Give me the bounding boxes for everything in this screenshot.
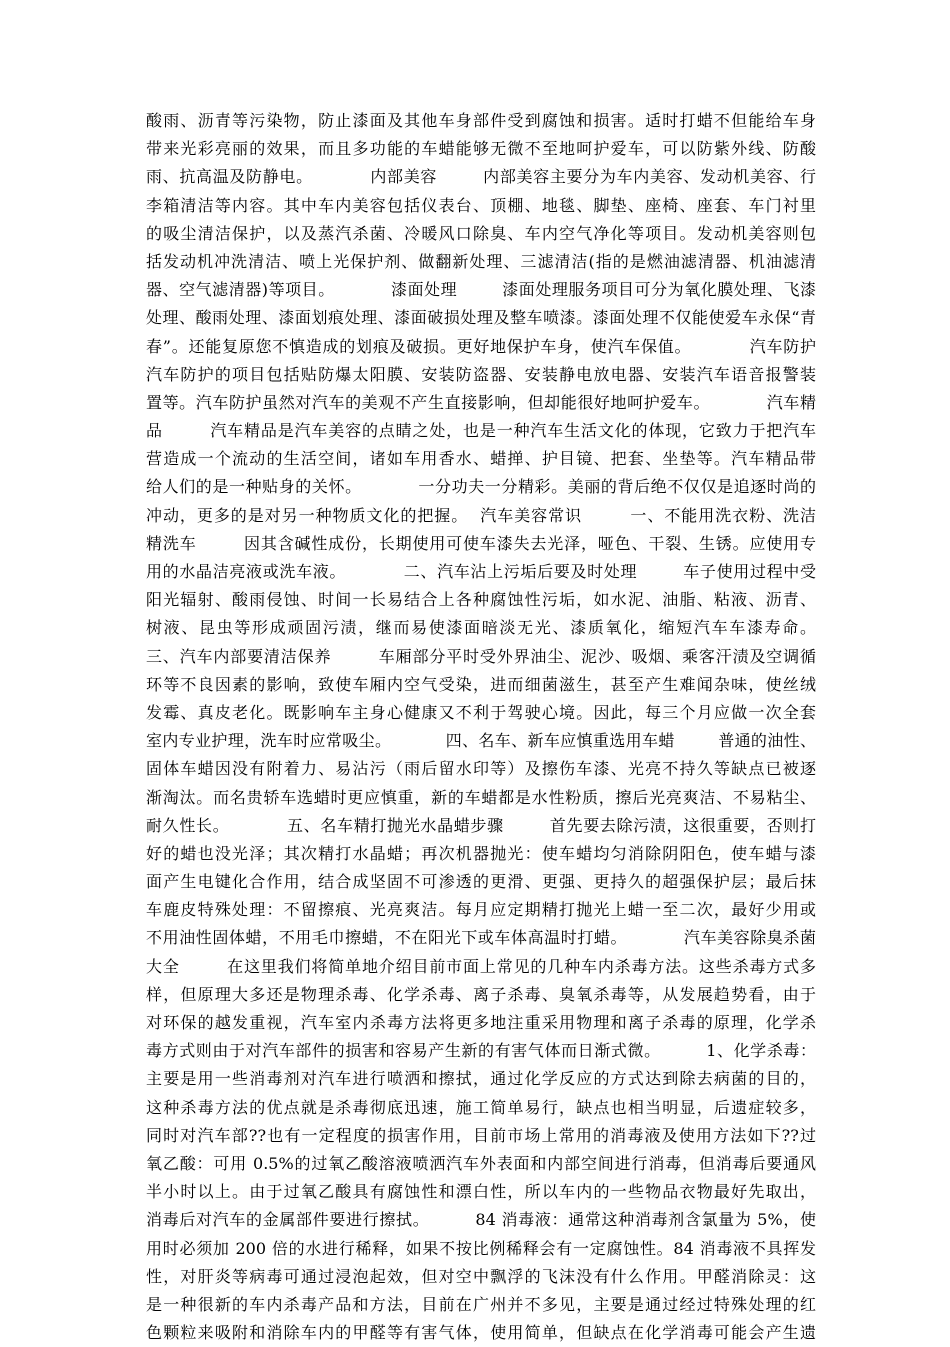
- text-line: 精洗车 因其含碱性成份，长期使用可使车漆失去光泽，哑色、干裂、生锈。应使用专: [146, 533, 816, 553]
- text-line: 不用油性固体蜡，不用毛巾擦蜡，不在阳光下或车体高温时打蜡。 汽车美容除臭杀菌: [146, 928, 816, 948]
- text-line: 冲动，更多的是对另一种物质文化的把握。 汽车美容常识 一、不能用洗衣粉、洗洁: [146, 505, 816, 525]
- text-line: 的吸尘清洁保护，以及蒸汽杀菌、冷暖风口除臭、车内空气净化等项目。发动机美容则包: [146, 223, 816, 243]
- text-line: 是一种很新的车内杀毒产品和方法，目前在广州并不多见，主要是通过经过特殊处理的红: [146, 1294, 816, 1314]
- text-line: 室内专业护理，洗车时应常吸尘。 四、名车、新车应慎重选用车蜡 普通的油性、: [146, 731, 816, 751]
- text-line: 给人们的是一种贴身的关怀。 一分功夫一分精彩。美丽的背后绝不仅仅是追逐时尚的: [146, 477, 816, 497]
- text-line: 李箱清洁等内容。其中车内美容包括仪表台、顶棚、地毯、脚垫、座椅、座套、车门衬里: [146, 195, 816, 215]
- body-text: [146, 107, 816, 1347]
- text-line: 处理、酸雨处理、漆面划痕处理、漆面破损处理及整车喷漆。漆面处理不仅能使爱车永保“青: [146, 308, 816, 328]
- text-line: 对环保的越发重视，汽车室内杀毒方法将更多地注重采用物理和离子杀毒的原理，化学杀: [146, 1013, 816, 1032]
- text-line: 这种杀毒方法的优点就是杀毒彻底迅速，施工简单易行，缺点也相当明显，后遗症较多，: [146, 1097, 816, 1117]
- text-line: 大全 在这里我们将简单地介绍目前市面上常见的几种车内杀毒方法。这些杀毒方式多: [146, 956, 816, 976]
- text-line: 置等。汽车防护虽然对汽车的美观不产生直接影响，但却能很好地呵护爱车。 汽车精: [146, 392, 816, 412]
- text-line: 同时对汽车部??也有一定程度的损害作用，目前市场上常用的消毒液及使用方法如下??过: [146, 1125, 816, 1145]
- text-line: 消毒后对汽车的金属部件要进行擦拭。 84 消毒液：通常这种消毒剂含氯量为 5%，使: [146, 1210, 816, 1230]
- text-line: 营造成一个流动的生活空间，诸如车用香水、蜡掸、护目镜、把套、坐垫等。汽车精品带: [146, 449, 816, 469]
- text-line: 树液、昆虫等形成顽固污渍，继而易使漆面暗淡无光、漆质氧化，缩短汽车车漆寿命。: [146, 618, 816, 638]
- text-line: 氧乙酸：可用 0.5%的过氧乙酸溶液喷洒汽车外表面和内部空间进行消毒，但消毒后要通风: [146, 1153, 816, 1173]
- text-line: 雨、抗高温及防静电。 内部美容 内部美容主要分为车内美容、发动机美容、行: [146, 167, 816, 187]
- text-line: 器、空气滤清器)等项目。 漆面处理 漆面处理服务项目可分为氧化膜处理、飞漆: [146, 280, 816, 300]
- text-line: 品 汽车精品是汽车美容的点睛之处，也是一种汽车生活文化的体现，它致力于把汽车: [146, 421, 816, 441]
- text-line: 半小时以上。由于过氧乙酸具有腐蚀性和漂白性，所以车内的一些物品衣物最好先取出，: [146, 1182, 816, 1202]
- text-line: 固体车蜡因没有附着力、易沾污（雨后留水印等）及擦伤车漆、光亮不持久等缺点已被逐: [146, 759, 816, 779]
- text-line: 车鹿皮特殊处理：不留擦痕、光亮爽洁。每月应定期精打抛光上蜡一至二次，最好少用或: [146, 900, 816, 920]
- text-line: 毒方式则由于对汽车部件的损害和容易产生新的有害气体而日渐式微。 1、化学杀毒：: [146, 1041, 816, 1061]
- text-line: 好的蜡也没光泽；其次精打水晶蜡；再次机器抛光：使车蜡均匀消除阴阳色，使车蜡与漆: [146, 843, 816, 863]
- text-line: 用时必须加 200 倍的水进行稀释，如果不按比例稀释会有一定腐蚀性。84 消毒液不具挥发: [146, 1238, 816, 1258]
- text-line: 汽车防护的项目包括贴防爆太阳膜、安装防盗器、安装静电放电器、安装汽车语音报警装: [146, 364, 816, 384]
- text-line: 用的水晶洁亮液或洗车液。 二、汽车沾上污垢后要及时处理 车子使用过程中受: [146, 562, 816, 581]
- text-line: 带来光彩亮丽的效果，而且多功能的车蜡能够无微不至地呵护爱车，可以防紫外线、防酸: [146, 139, 816, 159]
- text-line: 面产生电键化合作用，结合成坚固不可渗透的更滑、更强、更持久的超强保护层；最后抹: [146, 872, 816, 892]
- text-line: 环等不良因素的影响，致使车厢内空气受染，进而细菌滋生，甚至产生难闻杂味，使丝绒: [146, 674, 816, 694]
- text-line: 主要是用一些消毒剂对汽车进行喷洒和擦拭，通过化学反应的方式达到除去病菌的目的，: [146, 1069, 816, 1089]
- text-line: 酸雨、沥青等污染物，防止漆面及其他车身部件受到腐蚀和损害。适时打蜡不但能给车身: [146, 111, 816, 130]
- text-line: 色颗粒来吸附和消除车内的甲醛等有害气体，使用简单，但缺点在化学消毒可能会产生遗: [146, 1323, 816, 1343]
- text-line: 春”。还能复原您不慎造成的划痕及破损。更好地保护车身，使汽车保值。 汽车防护: [146, 336, 816, 356]
- text-line: 样，但原理大多还是物理杀毒、化学杀毒、离子杀毒、臭氧杀毒等，从发展趋势看，由于: [146, 984, 816, 1004]
- text-line: 性，对肝炎等病毒可通过浸泡起效，但对空中飘浮的飞沫没有什么作用。甲醛消除灵：这: [146, 1266, 816, 1286]
- text-line: 耐久性长。 五、名车精打抛光水晶蜡步骤 首先要去除污渍，这很重要，否则打: [146, 815, 816, 835]
- text-line: 三、汽车内部要清洁保养 车厢部分平时受外界油尘、泥沙、吸烟、乘客汗渍及空调循: [146, 646, 816, 666]
- text-line: 括发动机冲洗清洁、喷上光保护剂、做翻新处理、三滤清洁(指的是燃油滤清器、机油滤清: [146, 251, 816, 271]
- text-line: 发霉、真皮老化。既影响车主身心健康又不利于驾驶心境。因此，每三个月应做一次全套: [146, 702, 816, 722]
- text-line: 渐淘汰。而名贵轿车选蜡时更应慎重，新的车蜡都是水性粉质，擦后光亮爽洁、不易粘尘、: [146, 787, 816, 807]
- text-line: 阳光辐射、酸雨侵蚀、时间一长易结合上各种腐蚀性污垢，如水泥、油脂、粘液、沥青、: [146, 590, 816, 610]
